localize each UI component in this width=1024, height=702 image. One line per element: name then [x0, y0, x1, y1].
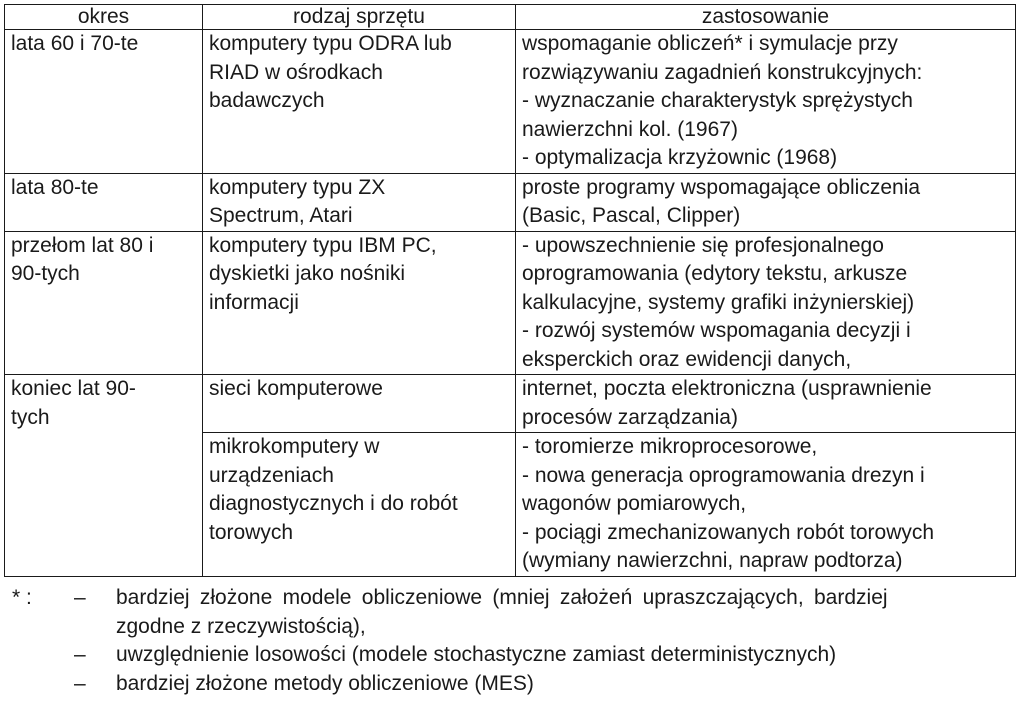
table-row — [5, 30, 1016, 174]
cell-line: dyskietki jako nośniki — [209, 262, 406, 285]
footnote-item — [8, 641, 1012, 670]
cell-line: rozwiązywaniu zagadnień konstrukcyjnych: — [522, 60, 923, 84]
cell-sprzet — [203, 375, 516, 433]
cell-line: sieci komputerowe — [209, 377, 383, 400]
footnote-text: uwzględnienie losowości (modele stochastyczne zamiast deterministycznych) — [116, 643, 837, 666]
cell-sprzet — [203, 173, 516, 231]
cell-line: przełom lat 80 i — [11, 233, 154, 257]
footnote-text: bardziej złożone metody obliczeniowe (MES) — [116, 671, 534, 695]
cell-line: diagnostycznych i do robót — [209, 492, 458, 515]
cell-line: - nowa generacja oprogramowania drezyn i — [522, 463, 925, 487]
cell-zastosowanie — [516, 433, 1016, 577]
header-zastosowanie: zastosowanie — [516, 5, 1016, 30]
cell-line: internet, poczta elektroniczna (usprawnienie — [522, 377, 932, 400]
cell-zastosowanie — [516, 30, 1016, 174]
technology-history-table — [4, 4, 1016, 577]
cell-line: badawczych — [209, 89, 325, 112]
cell-line: - wyznaczanie charakterystyk sprężystych — [522, 89, 913, 112]
cell-okres — [5, 173, 203, 231]
cell-line: 90-tych — [11, 262, 80, 285]
dash-bullet: – — [74, 643, 86, 666]
cell-sprzet — [203, 433, 516, 577]
cell-line: (Basic, Pascal, Clipper) — [522, 204, 741, 227]
cell-line: (wymiany nawierzchni, napraw podtorza) — [522, 549, 903, 572]
cell-line: eksperckich oraz ewidencji danych, — [522, 347, 852, 371]
cell-line: oprogramowania (edytory tekstu, arkusze — [522, 262, 908, 285]
dash-bullet: – — [74, 671, 86, 695]
cell-line: RIAD w ośrodkach — [209, 60, 383, 84]
footnote-text: bardziej złożone modele obliczeniowe (mniej założeń upraszczających, bardziej — [116, 586, 888, 609]
footnote-item — [8, 670, 1012, 699]
cell-line: proste programy wspomagające obliczenia — [522, 175, 921, 199]
footnote-marker: * : — [12, 586, 32, 609]
cell-line: informacji — [209, 290, 299, 314]
cell-line: tych — [11, 405, 50, 429]
cell-line: lata 80-te — [11, 175, 99, 199]
table-row — [5, 231, 1016, 375]
table-row — [5, 375, 1016, 433]
cell-line: wagonów pomiarowych, — [522, 492, 747, 515]
cell-zastosowanie — [516, 173, 1016, 231]
cell-zastosowanie — [516, 231, 1016, 375]
cell-line: komputery typu ZX — [209, 175, 386, 199]
cell-line: torowych — [209, 520, 294, 544]
cell-line: mikrokomputery w — [209, 435, 380, 458]
cell-line: komputery typu ODRA lub — [209, 32, 452, 55]
cell-sprzet — [203, 231, 516, 375]
header-rodzaj-sprzetu: rodzaj sprzętu — [203, 5, 516, 30]
cell-line: koniec lat 90- — [11, 377, 136, 400]
cell-line: lata 60 i 70-te — [11, 32, 139, 55]
cell-line: - upowszechnienie się profesjonalnego — [522, 233, 884, 257]
cell-line: wspomaganie obliczeń* i symulacje przy — [522, 32, 898, 55]
cell-line: - optymalizacja krzyżownic (1968) — [522, 146, 838, 169]
cell-line: komputery typu IBM PC, — [209, 233, 437, 257]
cell-okres — [5, 231, 203, 375]
cell-line: nawierzchni kol. (1967) — [522, 117, 738, 141]
header-row — [5, 5, 1016, 30]
cell-okres — [5, 375, 203, 577]
cell-sprzet — [203, 30, 516, 174]
footnote — [8, 584, 1012, 698]
footnote-item — [8, 584, 1012, 613]
cell-line: - pociągi zmechanizowanych robót torowych — [522, 520, 935, 544]
cell-line: - toromierze mikroprocesorowe, — [522, 435, 818, 458]
dash-bullet: – — [74, 586, 86, 609]
cell-line: procesów zarządzania) — [522, 405, 738, 429]
footnote-continuation — [8, 613, 1012, 642]
cell-line: - rozwój systemów wspomagania decyzji i — [522, 319, 911, 342]
cell-line: Spectrum, Atari — [209, 204, 353, 227]
cell-okres — [5, 30, 203, 174]
header-okres: okres — [5, 5, 203, 30]
table-row — [5, 173, 1016, 231]
cell-zastosowanie — [516, 375, 1016, 433]
cell-line: kalkulacyjne, systemy grafiki inżynierskiej) — [522, 290, 915, 314]
cell-line: urządzeniach — [209, 463, 334, 487]
footnote-text: zgodne z rzeczywistością), — [116, 614, 366, 638]
